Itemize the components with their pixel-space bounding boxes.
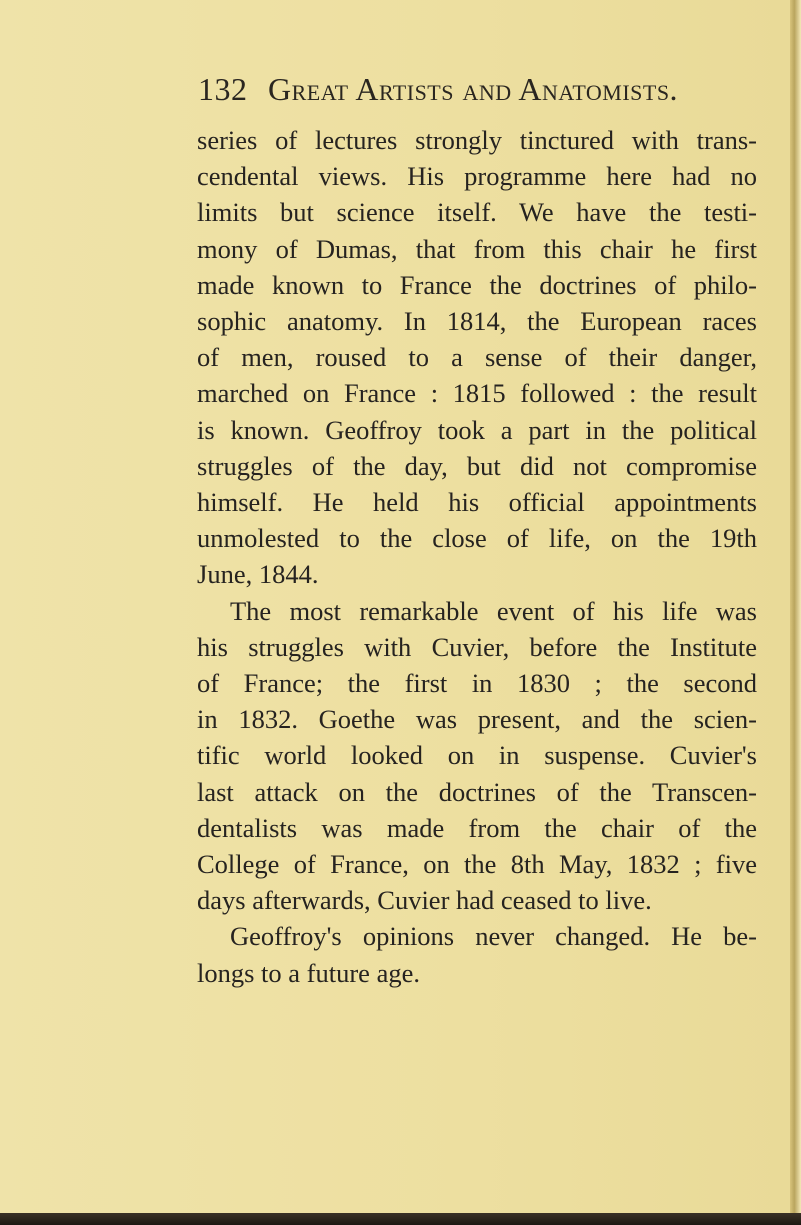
running-head: [198, 71, 678, 108]
text-line: The most remarkable event of his life was: [230, 595, 757, 626]
text-line: himself. He held his official appointments: [197, 487, 757, 518]
text-line: is known. Geoffroy took a part in the political: [197, 414, 757, 445]
text-line: dentalists was made from the chair of the: [197, 812, 757, 843]
text-line: mony of Dumas, that from this chair he first: [197, 233, 757, 264]
text-line: sophic anatomy. In 1814, the European races: [197, 306, 757, 337]
text-line: of men, roused to a sense of their danger,: [197, 342, 757, 373]
text-line: June, 1844.: [197, 559, 319, 590]
text-line: his struggles with Cuvier, before the Institute: [197, 631, 757, 662]
text-line: in 1832. Goethe was present, and the scien-: [197, 704, 757, 735]
text-line: limits but science itself. We have the testi-: [197, 197, 757, 228]
text-line: struggles of the day, but did not compromise: [197, 450, 757, 481]
text-line: tific world looked on in suspense. Cuvier's: [197, 740, 757, 771]
text-line: days afterwards, Cuvier had ceased to live.: [197, 885, 652, 916]
text-line: Geoffroy's opinions never changed. He be-: [230, 921, 757, 952]
text-line: longs to a future age.: [197, 957, 420, 988]
page-edge-bottom: [0, 1213, 801, 1225]
body-text: [197, 122, 757, 991]
text-line: series of lectures strongly tinctured with trans-: [197, 125, 757, 155]
text-line: of France; the first in 1830 ; the second: [197, 668, 757, 699]
running-title: Great Artists and Anatomists.: [268, 71, 679, 107]
page-number: 132: [198, 71, 248, 107]
text-line: made known to France the doctrines of philo-: [197, 269, 757, 300]
text-line: marched on France : 1815 followed : the result: [197, 378, 757, 409]
text-line: last attack on the doctrines of the Transcen-: [197, 776, 757, 807]
text-line: cendental views. His programme here had no: [197, 161, 757, 192]
text-line: unmolested to the close of life, on the 19th: [197, 523, 757, 554]
page-edge-right: [790, 0, 801, 1225]
text-line: College of France, on the 8th May, 1832 ; five: [197, 849, 757, 880]
